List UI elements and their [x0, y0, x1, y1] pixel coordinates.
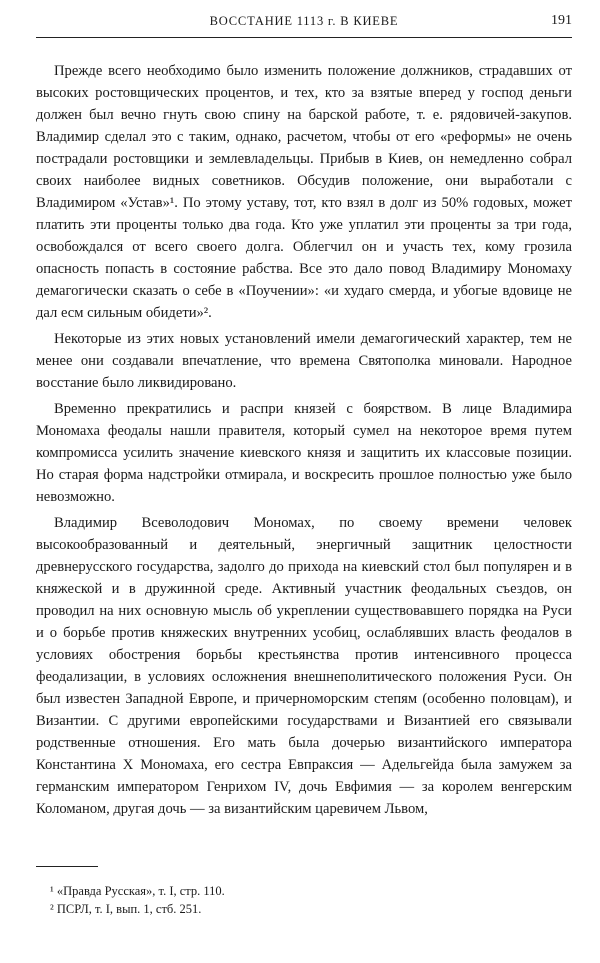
- paragraph-uprising-liquidated: Некоторые из этих новых установлений имели демагогический характер, тем не менее они создавали впечатление, что времена Святополка миновали. Народное восстание было ликвидировано.: [36, 331, 572, 391]
- body-text: [36, 60, 572, 824]
- footnotes: [50, 882, 550, 918]
- paragraph-monomakh-biography: Владимир Всеволодович Мономах, по своему времени человек высокообразованный и деятельный, энергичный защитник целостности древнерусского государства, задолго до прихода на киевский стол был популярен и в княжеской и в дружинной среде. Активный участник феодальных съездов, он проводил на них основную мысль об укреплении существовавшего порядка на Руси и о борьбе против княжеских внутренних усобиц, ослаблявших власть феодалов в условиях обострения борьбы крестьянства против интенсивного процесса феодализации, в условиях осложнения внешнеполитического положения Руси. Он был известен Западной Европе, и причерноморским степям (особенно половцам), и Византии. С другими европейскими государствами и Византией его связывали родственные отношения. Его мать была дочерью византийского императора Константина X Мономаха, его сестра Евпраксия — Адельгейда была замужем за германским императором Генрихом IV, дочь Евфимия — за королем венгерским Коломаном, другая дочь — за византийским царевичем Львом,: [36, 515, 572, 817]
- footnote-1: ¹ «Правда Русская», т. I, стр. 110.: [50, 884, 225, 898]
- footnote-rule: [36, 866, 98, 867]
- page-header: [36, 14, 572, 36]
- page-number: 191: [551, 13, 572, 28]
- header-rule: [36, 37, 572, 38]
- paragraph-boyar-feuds: Временно прекратились и распри князей с боярством. В лице Владимира Мономаха феодалы нашли правителя, который сумел на некоторое время путем компромисса усилить значение киевского князя и защитить их классовые позиции. Но старая форма надстройки отмирала, и воскресить прошлое полностью уже было невозможно.: [36, 401, 572, 505]
- paragraph-debt-reform: Прежде всего необходимо было изменить положение должников, страдавших от высоких ростовщических процентов, и тех, кто за взятые вперед у господ деньги должен был вечно гнуть свою спину на барской работе, т. е. рядовичей-закупов. Владимир сделал это с таким, однако, расчетом, чтобы от его «реформы» не очень пострадали ростовщики и землевладельцы. Прибыв в Киев, он немедленно собрал своих наиболее видных советников. Обсудив положение, они выработали с Владимиром «Устав»¹. По этому уставу, тот, кто взял в долг из 50% годовых, может платить эти проценты только два года. Кто уже уплатил эти проценты за три года, освобождался от всего своего долга. Облегчил он и участь тех, кому грозила опасность попасть в состояние рабства. Все это дало повод Владимиру Мономаху демагогически сказать о себе в «Поучении»: «и худаго смерда, и убогые вдовице не дал есм сильным обидети»².: [36, 63, 572, 321]
- running-title: ВОССТАНИЕ 1113 г. В КИЕВЕ: [209, 14, 399, 28]
- footnote-2: ² ПСРЛ, т. I, вып. 1, стб. 251.: [50, 902, 202, 916]
